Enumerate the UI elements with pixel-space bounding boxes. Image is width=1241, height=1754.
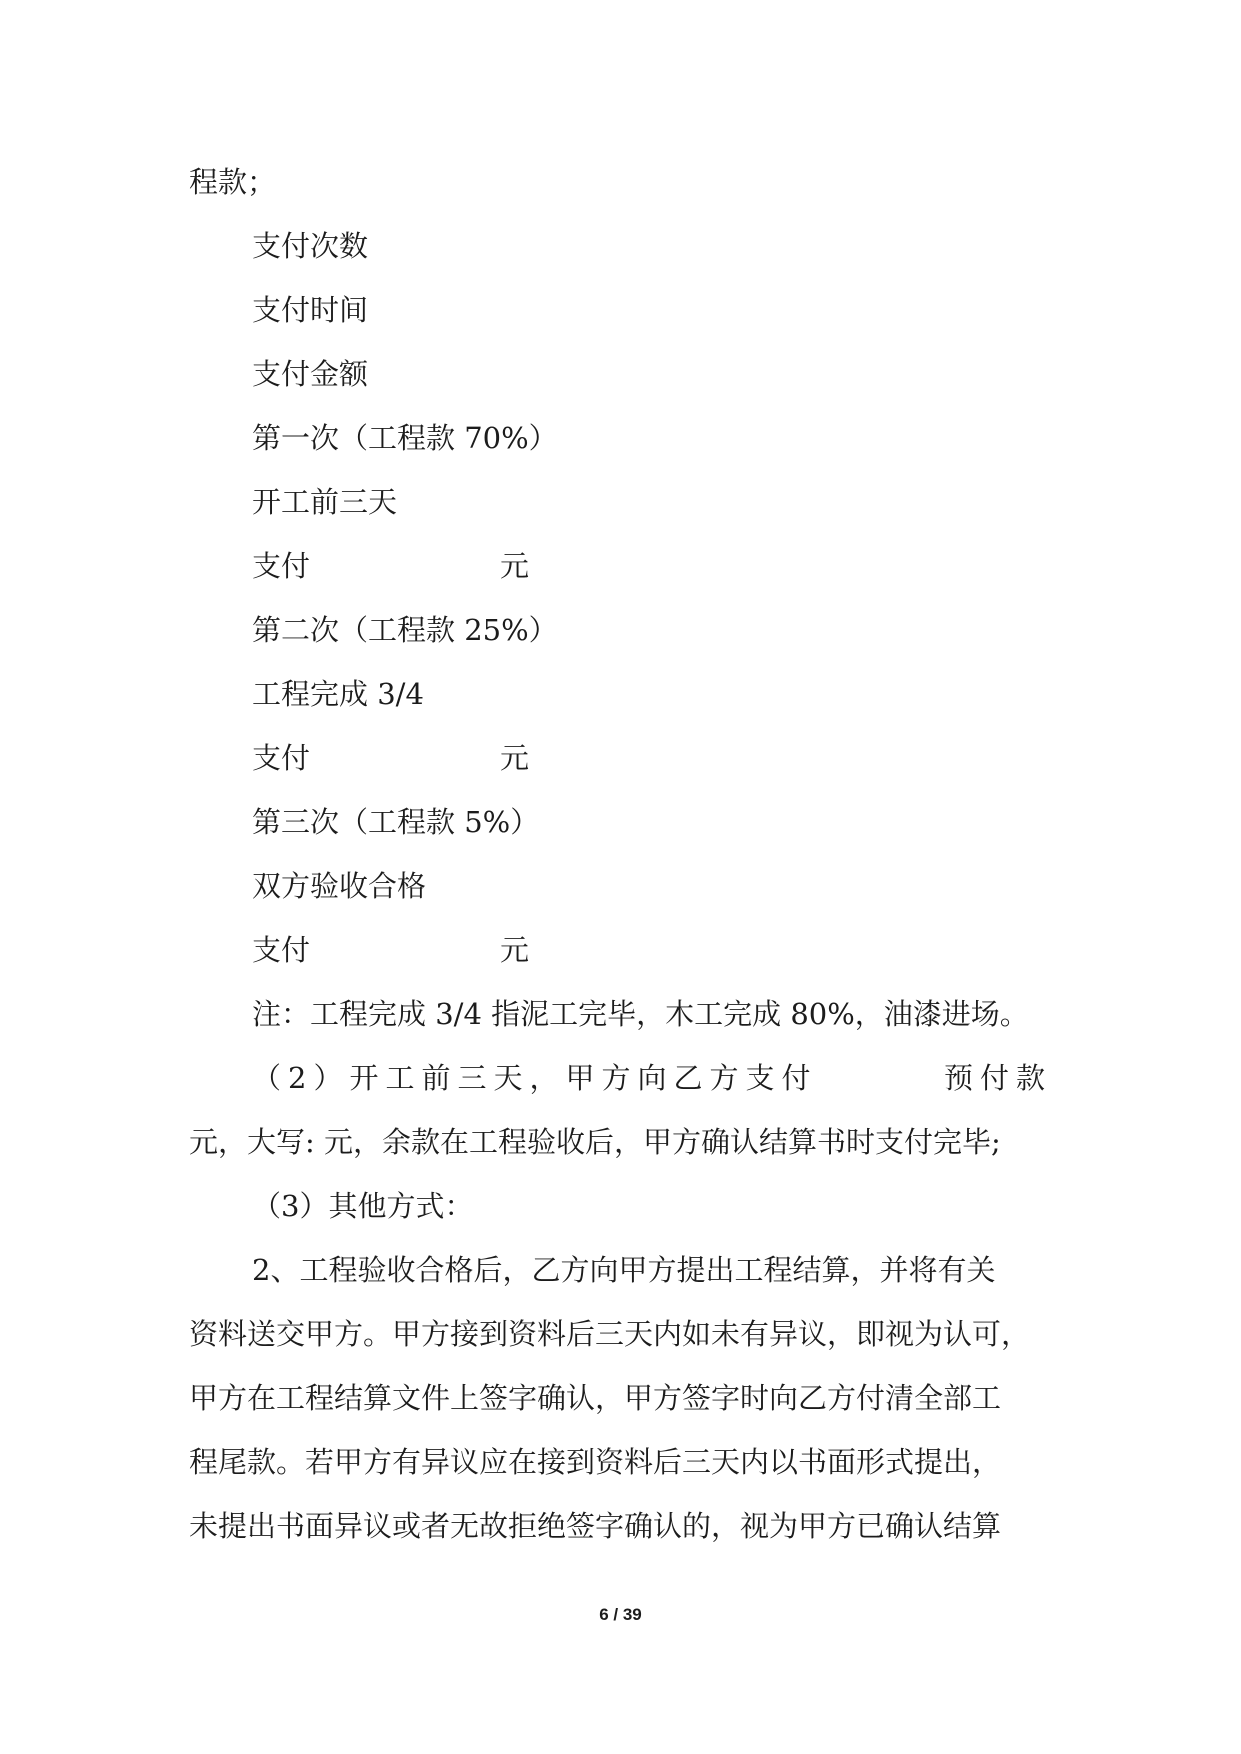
text-line: 支付金额: [252, 357, 369, 391]
text-line: 程尾款。若甲方有异议应在接到资料后三天内以书面形式提出，: [189, 1445, 1002, 1479]
text-line: 第二次（工程款 25%）: [252, 613, 558, 647]
payment-label: 支付: [252, 549, 311, 583]
yuan-label: 元: [500, 933, 530, 967]
text-line: 开工前三天: [252, 485, 398, 519]
text-line: [252, 1060, 1052, 1096]
text-line: 工程完成 3/4: [252, 677, 424, 711]
text-line: 2、工程验收合格后，乙方向甲方提出工程结算，并将有关: [252, 1253, 996, 1287]
text-segment: （2）开工前三天，甲方向乙方支付: [252, 1061, 818, 1095]
text-line: 支付次数: [252, 229, 369, 263]
text-line: 资料送交甲方。甲方接到资料后三天内如未有异议，即视为认可，: [189, 1317, 1031, 1351]
text-line: 元，大写: 元，余款在工程验收后，甲方确认结算书时支付完毕;: [189, 1125, 1001, 1159]
payment-label: 支付: [252, 741, 311, 775]
text-line: （3）其他方式：: [252, 1189, 474, 1223]
text-segment: 预付款: [944, 1061, 1053, 1095]
text-line: 双方验收合格: [252, 869, 427, 903]
text-line: 程款；: [189, 165, 277, 199]
text-line: 注：工程完成 3/4 指泥工完毕，木工完成 80%，油漆进场。: [252, 997, 1029, 1031]
text-line: 甲方在工程结算文件上签字确认，甲方签字时向乙方付清全部工: [189, 1381, 1002, 1415]
yuan-label: 元: [500, 549, 530, 583]
payment-line: [252, 932, 552, 968]
page-number: 6 / 39: [599, 1605, 642, 1624]
payment-label: 支付: [252, 933, 311, 967]
text-line: 第一次（工程款 70%）: [252, 421, 558, 455]
payment-line: [252, 548, 552, 584]
text-line: 未提出书面异议或者无故拒绝签字确认的，视为甲方已确认结算: [189, 1509, 1002, 1543]
payment-line: [252, 740, 552, 776]
yuan-label: 元: [500, 741, 530, 775]
text-line: 支付时间: [252, 293, 369, 327]
text-line: 第三次（工程款 5%）: [252, 805, 540, 839]
